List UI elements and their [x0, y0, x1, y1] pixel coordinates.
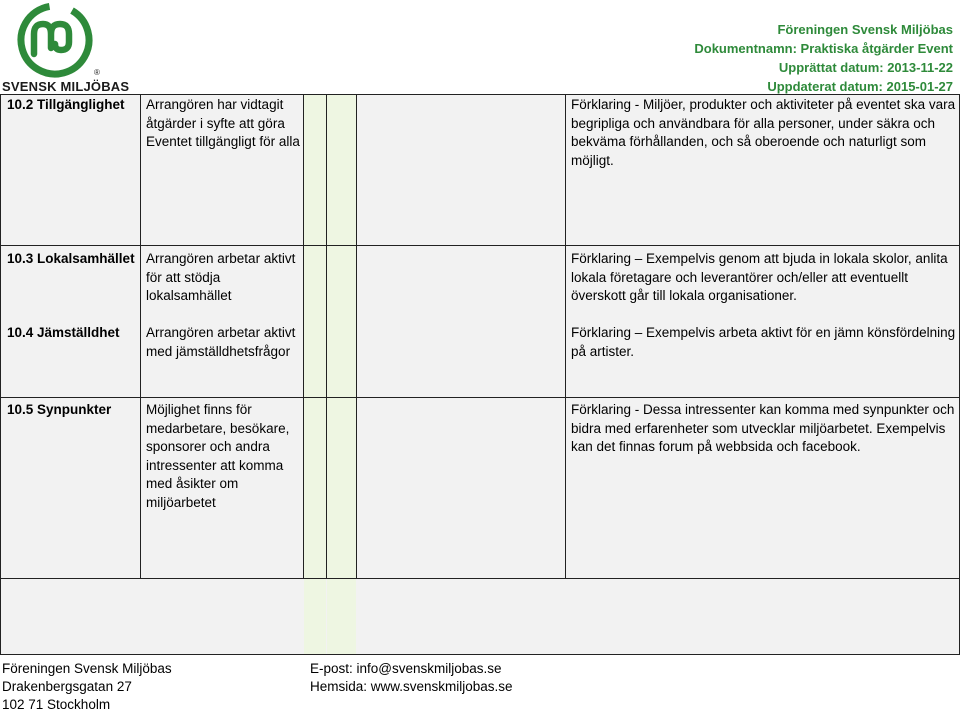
header-document-name: Dokumentnamn: Praktiska åtgärder Event: [694, 41, 953, 56]
logo: [0, 0, 130, 94]
table-border: [0, 245, 960, 246]
logo-text: SVENSK MILJÖBAS: [2, 79, 130, 94]
svensk-miljobas-logo-icon: [14, 2, 96, 80]
row-explanation: Förklaring - Dessa intressenter kan komma med synpunkter och bidra med erfarenheter som utvecklar miljöarbetet. Exempelvis kan det finnas forum på webbsida och facebook.: [571, 402, 955, 454]
table-row: [0, 94, 960, 245]
header-updated-date: Uppdaterat datum: 2015-01-27: [767, 79, 953, 94]
footer-organisation: Föreningen Svensk Miljöbas: [2, 661, 172, 676]
document-header: [694, 20, 953, 96]
row-criterion: Möjlighet finns för medarbetare, besökare, sponsorer och andra intressenter att komma med åsikter om miljöarbetet: [146, 402, 290, 510]
row-id: 10.3 Lokalsamhället: [7, 251, 135, 266]
header-organisation: Föreningen Svensk Miljöbas: [777, 22, 953, 37]
row-criterion: Arrangören arbetar aktivt med jämställdhetsfrågor: [146, 325, 296, 359]
row-id: 10.5 Synpunkter: [7, 402, 112, 417]
row-id: 10.2 Tillgänglighet: [7, 97, 125, 112]
table-row: [0, 245, 960, 320]
logo-registered-mark: ®: [94, 68, 100, 77]
header-created-date: Upprättat datum: 2013-11-22: [778, 60, 953, 75]
table-border: [0, 578, 960, 579]
footer-website[interactable]: Hemsida: www.svenskmiljobas.se: [310, 679, 513, 694]
table-border: [565, 94, 566, 578]
table-border: [0, 654, 960, 655]
table-border: [356, 94, 357, 578]
row-explanation: Förklaring - Miljöer, produkter och aktiviteter på eventet ska vara begripliga och användbara för alla personer, under säkra och bekväma förhållanden, och så oberoende och naturligt som möjligt.: [571, 97, 956, 168]
footer-address: [2, 660, 172, 714]
table-border: [0, 94, 1, 654]
footer-city: 102 71 Stockholm: [2, 697, 111, 712]
table-row-empty: [0, 578, 960, 654]
footer-street: Drakenbergsgatan 27: [2, 679, 132, 694]
table-row: [0, 320, 960, 397]
table-border: [326, 94, 327, 578]
row-id: 10.4 Jämställdhet: [7, 325, 120, 340]
footer-contact: [310, 660, 513, 696]
footer-email[interactable]: E-post: info@svenskmiljobas.se: [310, 661, 502, 676]
table-border: [303, 94, 304, 578]
table-border: [0, 397, 960, 398]
table-border: [0, 94, 960, 95]
row-explanation: Förklaring – Exempelvis arbeta aktivt för en jämn könsfördelning på artister.: [571, 325, 956, 359]
table-row: [0, 397, 960, 578]
row-explanation: Förklaring – Exempelvis genom att bjuda in lokala skolor, anlita lokala företagare och leverantörer och/eller att eventuellt överskott går till lokala organisationer.: [571, 251, 948, 303]
row-criterion: Arrangören arbetar aktivt för att stödja lokalsamhället: [146, 251, 296, 303]
table-border: [140, 94, 141, 578]
row-criterion: Arrangören har vidtagit åtgärder i syfte att göra Eventet tillgängligt för alla: [146, 97, 300, 149]
